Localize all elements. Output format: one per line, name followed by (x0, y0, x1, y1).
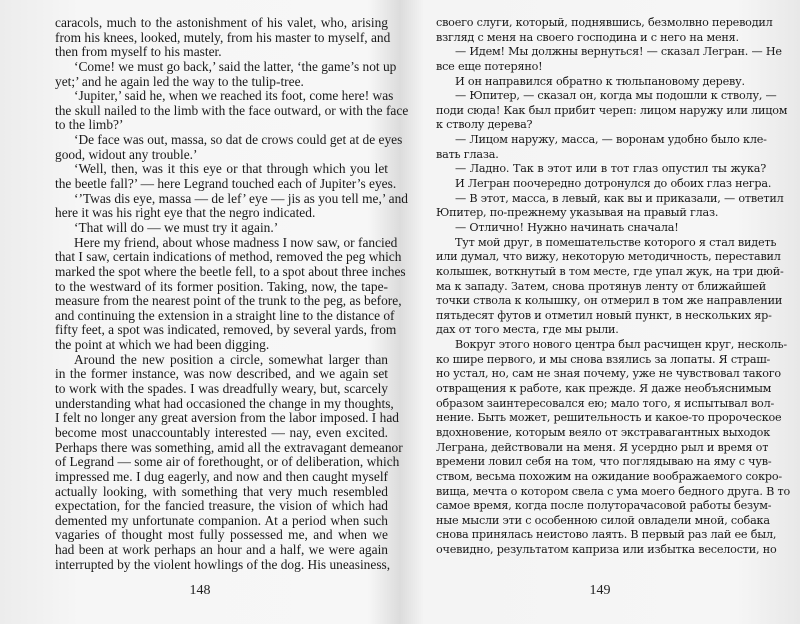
text-line: to the westward of its former position. Taking, now, the tape- (55, 278, 388, 294)
text-line: нение. Быть может, решительность и какое-то пророческое (436, 411, 782, 425)
left-page-number: 148 (189, 583, 211, 598)
text-line: самое время, когда после полуторачасовой работы безум- (436, 499, 772, 513)
text-line: вдохновение, которым веяло от экстравагантных выходок (436, 425, 771, 439)
text-line: ‘That will do — we must try it again.’ (74, 219, 279, 235)
text-line: точки ствола к колышку, он отмерил в том же направлении (436, 294, 783, 308)
text-line: from his knees, looked, mutely, from his master to myself, and (55, 29, 391, 45)
text-line: ством, весьма похожим на ожидание воображаемого сокро- (436, 469, 782, 483)
text-line: here it was his right eye that the negro indicated. (55, 205, 316, 221)
text-line: measure from the nearest point of the trunk to the peg, as before, (55, 293, 402, 309)
text-line: good, widout any trouble.’ (55, 146, 198, 162)
text-line: the point at which we had been digging. (55, 337, 270, 353)
text-line: — Лицом наружу, масса, — воронам удобно было кле- (455, 133, 767, 147)
text-line: но устал, но, сам не зная почему, уже не чувствовал такого (436, 367, 781, 381)
text-line: interrupted by the violent howlings of the dog. His uneasiness, (55, 556, 391, 572)
text-line: Here my friend, about whose madness I now saw, or fancied (74, 234, 398, 250)
text-line: к стволу дерева? (436, 118, 533, 132)
text-line: ма к западу. Затем, снова протянув ленту от ближайшей (436, 279, 766, 293)
text-line: все еще потеряно! (436, 59, 543, 73)
text-line: очевидно, результатом каприза или избытка веселости, но (436, 543, 777, 557)
text-line: образом заинтересовался ею; мало того, я испытывал вол- (436, 396, 775, 410)
text-line: Perhaps there was something, amid all the extravagant demeanor (55, 439, 403, 455)
text-line: ‘De face was out, massa, so dat de crows could get at de eyes (74, 132, 403, 148)
text-line: Леграна, действовали на меня. Я усердно рыл и время от (436, 440, 769, 454)
text-line: — Отлично! Нужно начинать сначала! (455, 220, 679, 234)
text-line: времени ловил себя на том, что поглядываю на яму с чув- (436, 455, 772, 469)
text-line: колышек, воткнутый в том месте, где упал жук, на три дюй- (436, 264, 784, 278)
text-line: ‘Well, then, was it this eye or that through which you let (74, 161, 388, 177)
text-line: пятьдесят футов и отметил новый пункт, в нескольких яр- (436, 308, 772, 322)
text-line: — Юпитер, — сказал он, когда мы подошли к стволу, — (455, 89, 777, 103)
text-line: that I saw, certain indications of method, removed the peg which (55, 249, 402, 265)
text-line: in the former instance, was now described, and we again set (55, 366, 388, 382)
text-line: отвращения к работе, как прежде. Я даже необъяснимым (436, 382, 772, 396)
text-line: expectation, for the fancied treasure, the vision of which had (55, 498, 388, 514)
text-line: become most unaccountably interested — nay, even excited. (55, 424, 388, 440)
text-line: — Ладно. Так в этот или в тот глаз опустил ты жука? (455, 162, 766, 176)
right-page (400, 0, 800, 624)
text-line: marked the spot where the beetle fell, to a spot about three inches (55, 263, 406, 279)
text-line: the skull nailed to the limb with the face outward, or with the face (55, 102, 409, 118)
text-line: ‘’Twas dis eye, massa — de lef’ eye — jis as you tell me,’ and (74, 190, 408, 206)
text-line: снова принялась неистово лаять. В первый раз лай ее был, (436, 528, 777, 542)
text-line: ные мысли эти с особенною силой овладели мной, собака (436, 513, 770, 527)
text-line: of Legrand — some air of forethought, or of deliberation, which (55, 454, 400, 470)
text-line: — Идем! Мы должны вернуться! — сказал Легран. — Не (455, 45, 782, 59)
text-line: vagaries of thought most fully possessed me, and when we (55, 527, 388, 543)
text-line: the beetle fall?’ — here Legrand touched each of Jupiter’s eyes. (55, 176, 397, 192)
text-line: вища, мечта о котором свела с ума моего бедного друга. В то (436, 484, 791, 498)
text-line: then from myself to his master. (55, 44, 222, 60)
text-line: ‘Come! we must go back,’ said the latter, ‘the game’s not up (74, 58, 397, 74)
text-line: поди сюда! Как был прибит череп: лицом наружу или лицом (436, 103, 788, 117)
text-line: — В этот, масса, в левый, как вы и приказали, — ответил (455, 191, 784, 205)
text-line: and continuing the extension in a straight line to the distance of (55, 307, 395, 323)
text-line: И Легран поочередно дотронулся до обоих глаз негра. (455, 177, 772, 191)
right-page-number: 149 (589, 583, 611, 598)
text-line: caracols, much to the astonishment of his valet, who, arising (55, 15, 388, 30)
text-line: impressed me. I dug eagerly, and now and then caught myself (55, 468, 388, 484)
left-page-text (55, 15, 409, 572)
text-line: yet;’ and he again led the way to the tulip-tree. (55, 73, 304, 89)
text-line: или думал, что вижу, некоторую методичность, переставил (436, 250, 781, 264)
text-line: Вокруг этого нового центра был расчищен круг, несколь- (455, 338, 787, 352)
text-line: to work with the spades. I was dreadfully weary, but, scarcely (55, 381, 388, 397)
text-line: ко шире первого, и мы снова взялись за лопаты. Я страш- (436, 352, 771, 366)
text-line: ‘Jupiter,’ said he, when we reached its foot, come here! was (74, 88, 394, 104)
text-line: demented my unfortunate companion. At a period when such (55, 512, 388, 528)
text-line: fifty feet, a spot was indicated, removed, by several yards, from (55, 322, 397, 338)
text-line: Юпитер, по-прежнему указывая на правый глаз. (436, 206, 719, 220)
text-line: actually looking, with something that very much resembled (55, 483, 388, 499)
text-line: взгляд с меня на своего господина и с него на меня. (436, 30, 739, 44)
text-line: дах от того места, где мы рыли. (436, 323, 619, 337)
text-line: understanding what had occasioned the change in my thoughts, (55, 395, 394, 411)
text-line: had been at work perhaps an hour and a half, we were again (55, 542, 388, 558)
text-line: вать глаза. (436, 147, 499, 161)
text-line: Тут мой друг, в помешательстве которого я стал видеть (455, 235, 777, 249)
text-line: to the limb?’ (55, 117, 124, 133)
text-line: I felt no longer any great aversion from the labor imposed. I had (55, 410, 399, 426)
text-line: И он направился обратно к тюльпановому дереву. (455, 74, 745, 88)
text-line: Around the new position a circle, somewhat larger than (74, 351, 388, 367)
right-page-text (436, 16, 791, 558)
text-line: своего слуги, который, поднявшись, безмолвно переводил (436, 16, 773, 29)
